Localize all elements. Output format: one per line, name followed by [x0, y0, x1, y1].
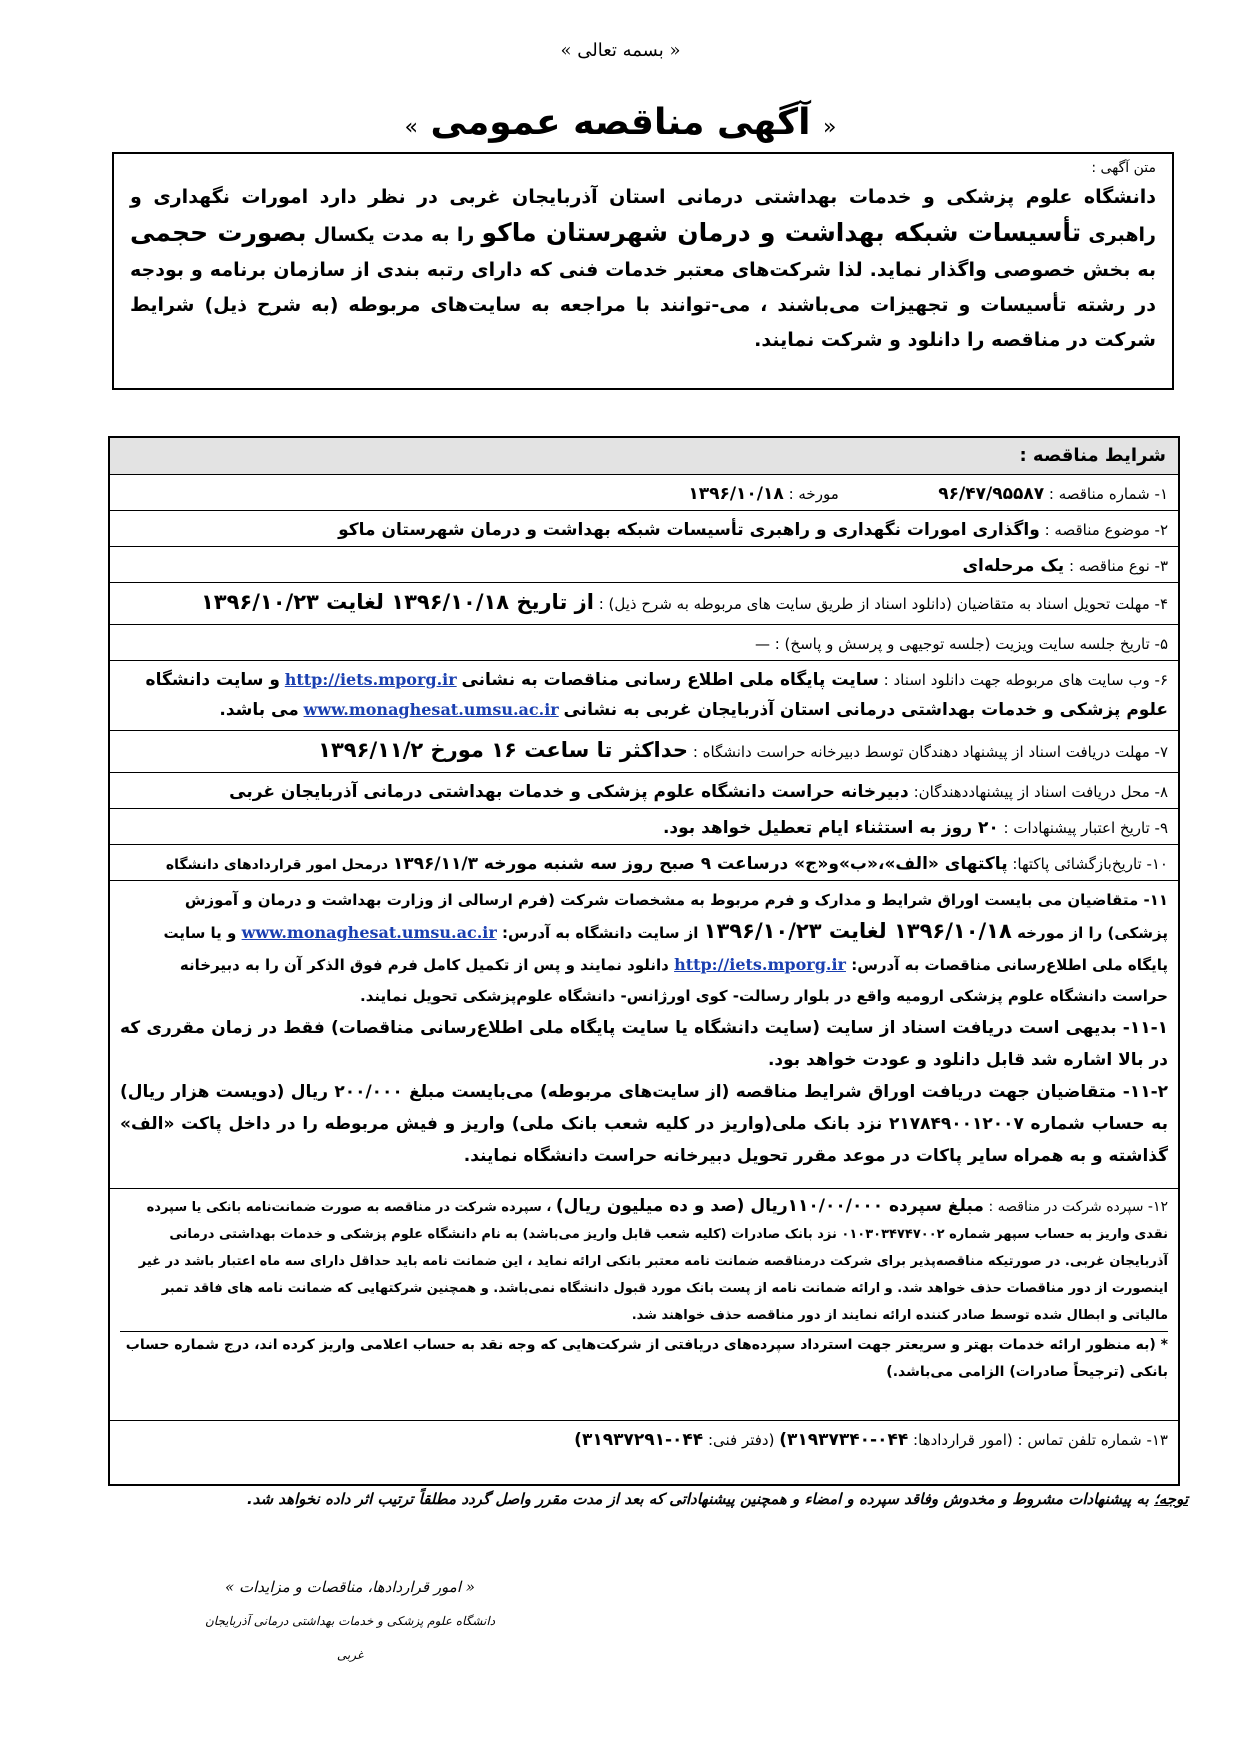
note-text: به پیشنهادات مشروط و مخدوش وفاقد سپرده و امضاء و همچنین پیشنهاداتی که بعد از مدت مقرر واصل گردد مطلقاً ترتیب اثر داده نخواهد شد. — [246, 1490, 1149, 1508]
row-tender-number — [110, 475, 1178, 511]
signature-line2: دانشگاه علوم پزشکی و خدمات بهداشتی درمانی آذربایجان غربی — [204, 1614, 496, 1662]
signature — [190, 1570, 510, 1672]
validity-label: ۹- تاریخ اعتبار پیشنهادات : — [1003, 819, 1168, 837]
instructions-umsu-link[interactable]: www.monaghesat.umsu.ac.ir — [241, 923, 497, 942]
instructions-dates: ۱۳۹۶/۱۰/۱۸ لغایت ۱۳۹۶/۱۰/۲۳ — [703, 919, 1012, 943]
instructions-iets-link[interactable]: http://iets.mporg.ir — [674, 955, 846, 974]
websites-label: ۶- وب سایت های مربوطه جهت دانلود اسناد : — [883, 671, 1168, 689]
instructions-text3: و یا سایت پایگاه ملی اطلاع‌رسانی مناقصات به آدرس: — [163, 924, 1168, 974]
umsu-link[interactable]: www.monaghesat.umsu.ac.ir — [303, 700, 559, 719]
deposit-text: ، سپرده شرکت در مناقصه به صورت ضمانت‌نامه بانکی یا سپرده نقدی واریز به حساب سپهر شماره ۰۱۰۳۰۳۴۷۴۷۰۰۲ نزد بانک صادرات (کلیه شعب قابل واریز می‌باشد) به نام دانشگاه علوم پزشکی و خدمات بهداشتی درمانی آذربایجان غربی. در صورتیکه مناقصه‌پذیر برای شرکت درمناقصه ضمانت نامه معتبر بانکی ارائه نماید ، این ضمانت نامه باید حداقل دارای سه ماه اعتبار باشد در غیر اینصورت از دور مناقصات حذف خواهد شد. و ارائه ضمانت نامه از پست بانک مورد قبول دانشگاه نمی‌باشد. و همچنین شرکتهایی که ضمانت نامه های فاقد تمبر مالیاتی و ابطال شده توسط صادر کننده ارائه نمایند از دور مناقصه حذف خواهند شد. — [138, 1200, 1168, 1323]
intro-text — [130, 180, 1156, 358]
row-opening — [110, 845, 1178, 881]
title-quote-close: » — [404, 115, 418, 140]
phone-label: ۱۳- شماره تلفن تماس : — [1017, 1431, 1168, 1449]
row-site-visit — [110, 625, 1178, 661]
footer-note — [118, 1490, 1188, 1508]
row-validity — [110, 809, 1178, 845]
deposit-notice: * (به منظور ارائه خدمات بهتر و سریعتر جهت استرداد سپرده‌های دریافتی از شرکت‌هایی که وجه نقد به حساب اعلامی واریز کرده اند، درج شماره حساب بانکی (ترجیحاً صادرات) الزامی می‌باشد.) — [120, 1331, 1168, 1386]
row-websites — [110, 661, 1178, 731]
intro-part1: دانشگاه علوم پزشکی و خدمات بهداشتی درمانی استان آذربایجان غربی در نظر دارد امورات نگهداری و راهبری — [130, 186, 1156, 246]
subject-value: واگذاری امورات نگهداری و راهبری تأسیسات شبکه بهداشت و درمان شهرستان ماکو — [338, 520, 1040, 540]
row-submission-deadline — [110, 731, 1178, 773]
tech-phone: ۰۴۴-۳۱۹۳۷۲۹۱) — [574, 1430, 704, 1450]
note-label: توجه؛ — [1153, 1490, 1188, 1508]
row-subject — [110, 511, 1178, 547]
row-submission-place — [110, 773, 1178, 809]
page-title — [0, 102, 1241, 143]
submission-place-value: دبیرخانه حراست دانشگاه علوم پزشکی و خدمات بهداشتی درمانی آذربایجان غربی — [229, 782, 909, 802]
type-label: ۳- نوع مناقصه : — [1068, 557, 1168, 575]
tender-date: ۱۳۹۶/۱۰/۱۸ — [688, 484, 784, 504]
site-visit-label: ۵- تاریخ جلسه سایت ویزیت (جلسه توجیهی و پرسش و پاسخ) : — [774, 635, 1168, 653]
websites-text1: سایت پایگاه ملی اطلاع رسانی مناقصات به نشانی — [461, 670, 879, 690]
row-type — [110, 547, 1178, 583]
contracts-label: (امور قراردادها: — [913, 1431, 1013, 1449]
basmala: « بسمه تعالی » — [560, 40, 681, 61]
row-phone — [110, 1421, 1178, 1461]
intro-part5: به بخش خصوصی واگذار نماید. لذا شرکت‌های معتبر خدمات فنی که دارای رتبه بندی از سازمان برنامه و بودجه در رشته تأسیسات و تجهیزات می‌باشند ، می-توانند با مراجعه به سایت‌های مربوطه (به شرح ذیل) شرایط شرکت در مناقصه را دانلود و شرکت نمایند. — [130, 259, 1156, 351]
row-doc-deadline — [110, 583, 1178, 625]
intro-part2: تأسیسات شبکه بهداشت و درمان شهرستان ماکو — [481, 218, 1082, 247]
instructions-text1: ۱۱- متقاضیان می بایست اوراق شرایط و مدارک و فرم مربوط به مشخصات شرکت (فرم ارسالی از وزارت بهداشت و درمان و آموزش پزشکی) را از مورخه — [184, 891, 1168, 942]
row-deposit — [110, 1189, 1178, 1421]
tender-number-label: ۱- شماره مناقصه : — [1048, 485, 1168, 503]
opening-suffix: درمحل امور قراردادهای دانشگاه — [165, 857, 389, 873]
opening-label: ۱۰- تاریخ‌بازگشائی پاکتها: — [1012, 855, 1168, 873]
type-value: یک مرحله‌ای — [962, 556, 1065, 576]
doc-deadline-label: ۴- مهلت تحویل اسناد به متقاضیان (دانلود اسناد از طریق سایت های مربوطه به شرح ذیل) : — [598, 595, 1168, 613]
tender-number: ۹۶/۴۷/۹۵۵۸۷ — [938, 484, 1045, 504]
submission-deadline-label: ۷- مهلت دریافت اسناد از پیشنهاد دهندگان توسط دبیرخانه حراست دانشگاه : — [692, 743, 1168, 761]
websites-text2: و سایت دانشگاه علوم پزشکی و خدمات بهداشتی درمانی استان آذربایجان غربی به نشانی — [145, 670, 1168, 720]
title-quote-open: « — [823, 115, 837, 140]
title-text: آگهی مناقصه عمومی — [430, 102, 811, 143]
signature-line1: « امور قراردادها، مناقصات و مزایدات » — [225, 1578, 475, 1596]
site-visit-value: — — [754, 635, 770, 653]
subject-label: ۲- موضوع مناقصه : — [1044, 521, 1168, 539]
contracts-phone: ۰۴۴-۳۱۹۳۷۳۴۰) — [779, 1430, 909, 1450]
intro-part3: را به مدت یکسال — [313, 224, 475, 246]
tender-date-label: مورخه : — [788, 485, 839, 503]
conditions-header: شرایط مناقصه : — [110, 438, 1178, 475]
tech-label: (دفتر فنی: — [707, 1431, 775, 1449]
instructions-sub2: ۱۱-۲- متقاضیان جهت دریافت اوراق شرایط مناقصه (از سایت‌های مربوطه) می‌بایست مبلغ ۲۰۰/۰۰۰ ریال (دویست هزار ریال) به حساب شماره ۲۱۷۸۴۹۰۰۱۲۰۰۷ نزد بانک ملی(واریز در کلیه شعب بانک ملی) واریز و فیش مربوطه را در داخل پاکت «الف» گذاشته و به همراه سایر پاکات در موعد مقرر تحویل دبیرخانه حراست دانشگاه نمایند. — [120, 1082, 1168, 1166]
submission-deadline-value: حداکثر تا ساعت ۱۶ مورخ ۱۳۹۶/۱۱/۲ — [318, 738, 689, 762]
row-instructions — [110, 881, 1178, 1189]
submission-place-label: ۸- محل دریافت اسناد از پیشنهاددهندگان: — [913, 783, 1168, 801]
deposit-amount: مبلغ سپرده ۱۱۰/۰۰/۰۰۰ریال (صد و ده میلیون ریال) — [555, 1196, 984, 1216]
deposit-label: ۱۲- سپرده شرکت در مناقصه : — [988, 1199, 1168, 1215]
iets-link[interactable]: http://iets.mporg.ir — [284, 670, 457, 689]
websites-text3: می باشد. — [219, 700, 299, 720]
opening-value: پاکتهای «الف»،«ب»و«ج» درساعت ۹ صبح روز سه شنبه مورخه ۱۳۹۶/۱۱/۳ — [392, 854, 1008, 874]
intro-label: متن آگهی : — [1091, 160, 1156, 176]
intro-box — [112, 152, 1174, 390]
instructions-text2: از سایت دانشگاه به آدرس: — [502, 924, 699, 942]
intro-part4: بصورت حجمی — [130, 218, 307, 247]
validity-value: ۲۰ روز به استثناء ایام تعطیل خواهد بود. — [662, 818, 999, 838]
doc-deadline-value: از تاریخ ۱۳۹۶/۱۰/۱۸ لغایت ۱۳۹۶/۱۰/۲۳ — [200, 590, 594, 614]
instructions-text4: دانلود نمایند و پس از تکمیل کامل فرم فوق الذکر آن را به دبیرخانه حراست دانشگاه علوم پزشکی ارومیه واقع در بلوار رسالت- کوی اورژانس- دانشگاه علوم‌پزشکی تحویل نمایند. — [179, 956, 1168, 1005]
conditions-table — [108, 436, 1180, 1486]
instructions-sub1: ۱۱-۱- بدیهی است دریافت اسناد از سایت (سایت دانشگاه یا سایت پایگاه ملی اطلاع‌رسانی مناقصات) فقط در زمان مقرری که در بالا اشاره شد قابل دانلود و عودت خواهد بود. — [120, 1018, 1168, 1070]
